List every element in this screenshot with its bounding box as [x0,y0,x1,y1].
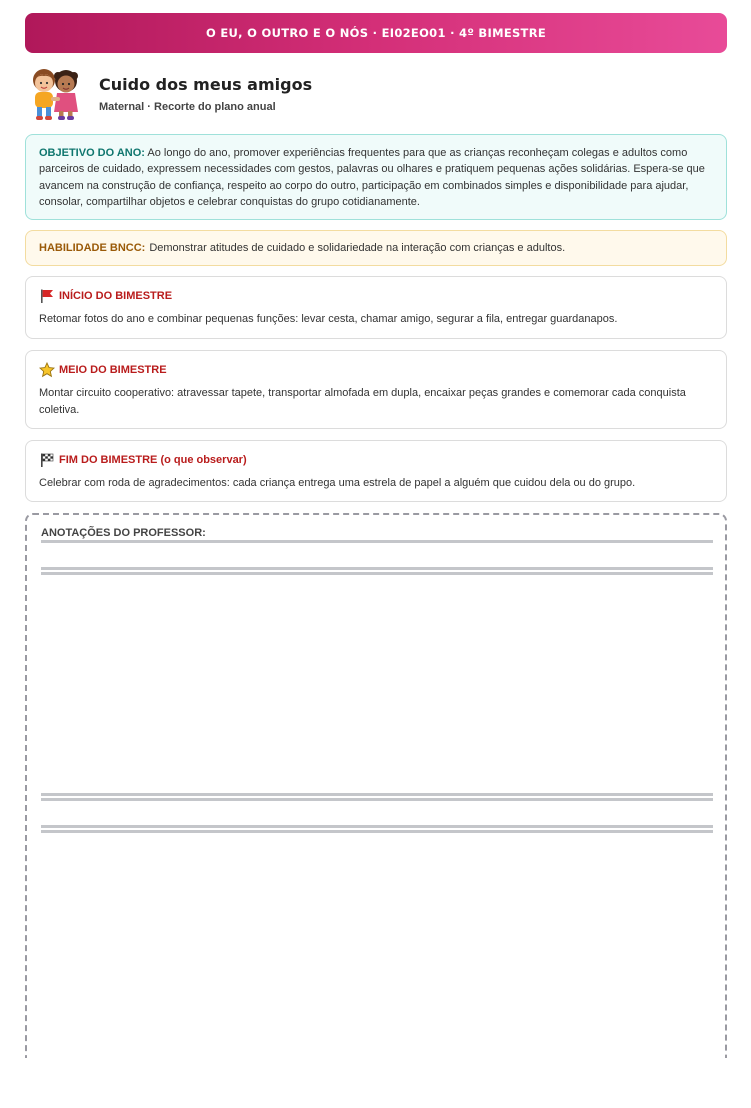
writing-line [41,540,713,543]
writing-line [41,567,713,575]
red-flag-icon [39,288,55,304]
star-icon [39,362,55,378]
objetivo-box [25,134,727,220]
inicio-title: INÍCIO DO BIMESTRE [59,290,173,302]
habilidade-box [25,230,727,266]
fim-text: Celebrar com roda de agradecimentos: cada criança entrega uma estrela de papel a alguém que cuidou dela ou do grupo. [39,477,636,489]
habilidade-label: HABILIDADE BNCC: [39,242,146,254]
banner-text: O EU, O OUTRO E O NÓS · EI02EO01 · 4º BIMESTRE [205,26,547,40]
writing-line [41,793,713,801]
objetivo-label: OBJETIVO DO ANO: [39,147,145,159]
writing-line [41,825,713,833]
meio-card [25,350,727,429]
inicio-card [25,276,727,339]
children-icon [26,66,84,122]
anotacoes-title: ANOTAÇÕES DO PROFESSOR: [41,527,206,539]
meio-text: Montar circuito cooperativo: atravessar tapete, transportar almofada em dupla, encaixar peças grandes e comemorar cada conquista coletiva. [39,387,686,416]
fim-title: FIM DO BIMESTRE (o que observar) [59,454,247,466]
habilidade-text: Demonstrar atitudes de cuidado e solidariedade na interação com crianças e adultos. [149,242,566,254]
checkered-flag-icon [39,452,55,468]
page-title: Cuido dos meus amigos [99,75,313,94]
meio-title: MEIO DO BIMESTRE [59,364,167,376]
fim-card [25,440,727,502]
page-header [26,66,726,122]
inicio-text: Retomar fotos do ano e combinar pequenas funções: levar cesta, chamar amigo, segurar a fila, entregar guardanapos. [39,313,618,325]
objetivo-text: Ao longo do ano, promover experiências frequentes para que as crianças reconheçam colegas e adultos como parceiros de cuidado, expressem necessidades com gestos, palavras ou olhares e pratiquem pequenas ações solidárias. Espera-se que avancem na construção de confiança, respeito ao corpo do outro, participação em combinados simples e disponibilidade para ajudar, consolar, compartilhar objetos e celebrar conquistas do grupo cotidianamente. [39,147,705,209]
header-banner [25,13,727,53]
anotacoes-area [25,513,727,1058]
page-subtitle: Maternal · Recorte do plano anual [99,101,276,113]
